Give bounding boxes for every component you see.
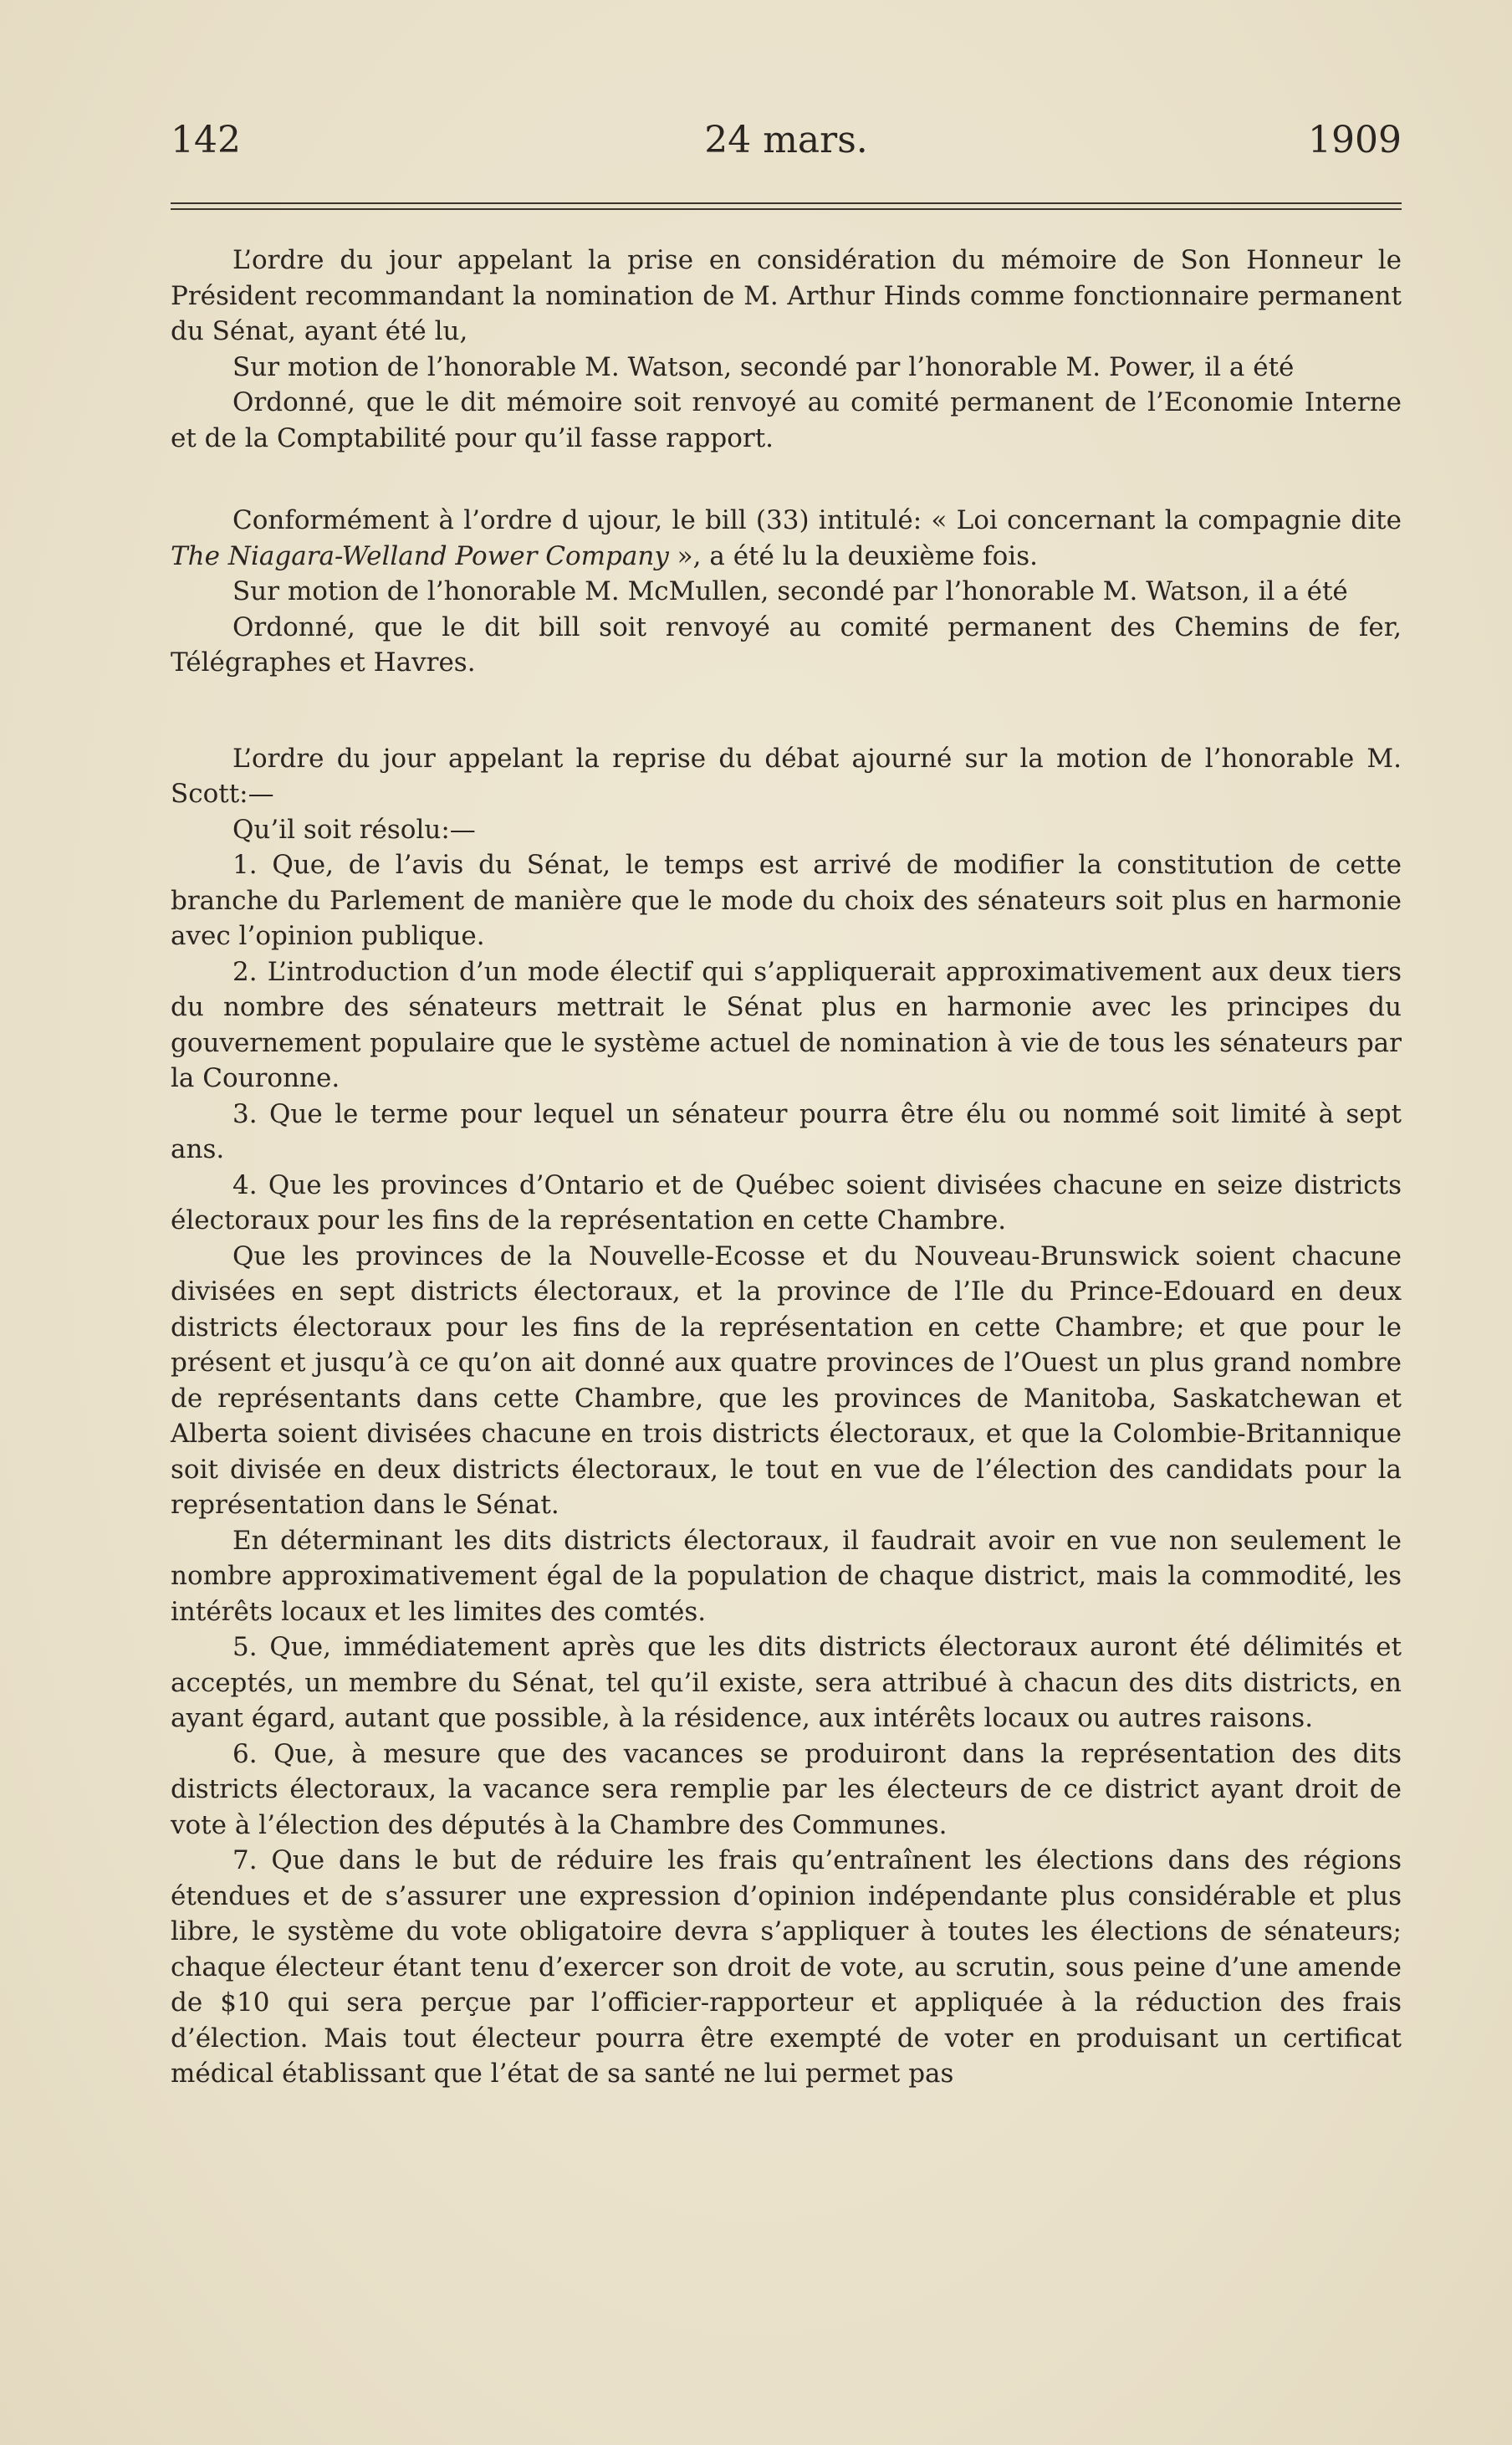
- header-rule-top: [171, 202, 1402, 204]
- paragraph: 3. Que le terme pour lequel un sénateur pourra être élu ou nommé soit limité à sept ans.: [171, 1098, 1402, 1164]
- paragraph: 6. Que, à mesure que des vacances se produiront dans la représentation des dits districts électoraux, la vacance sera remplie par les électeurs de ce district ayant droit de vote à l’élection des députés à la Chambre des Communes.: [171, 1738, 1402, 1840]
- company-name: The Niagara-Welland Power Company: [171, 540, 669, 571]
- paragraph: Que les provinces de la Nouvelle-Ecosse et du Nouveau-Brunswick soient chacune divisées en sept districts électoraux, et la province de l’Ile du Prince-Edouard en deux districts électoraux pour les fins de la représentation en cette Chambre; et que pour le présent et jusqu’à ce qu’on ait donné aux quatre provinces de l’Ouest un plus grand nombre de représentants dans cette Chambre, que les provinces de Manitoba, Saskatchewan et Alberta soient divisées chacune en trois districts électoraux, et que la Colombie-Britannique soit divisée en deux districts électoraux, le tout en vue de l’élection des candidats pour la représentation dans le Sénat.: [171, 1240, 1402, 1520]
- paragraph: Conformément à l’ordre d ujour, le bill (33) intitulé: « Loi concernant la compagnie dite The Niagara-Welland Power Company », a été lu la deuxième fois.: [171, 505, 1402, 571]
- section-bill-33: [171, 503, 1402, 681]
- page-date: 24 mars.: [704, 119, 868, 161]
- header-rule-bottom: [171, 208, 1402, 210]
- page-number: 142: [171, 119, 241, 161]
- paragraph: Ordonné, que le dit mémoire soit renvoyé au comité permanent de l’Economie Interne et de la Comptabilité pour qu’il fasse rapport.: [171, 387, 1402, 453]
- paragraph: Qu’il soit résolu:—: [232, 814, 476, 845]
- paragraph: L’ordre du jour appelant la prise en considération du mémoire de Son Honneur le Président recommandant la nomination de M. Arthur Hinds comme fonctionnaire permanent du Sénat, ayant été lu,: [171, 245, 1402, 346]
- section-senate-reform-motion: [171, 741, 1402, 2092]
- section-hinds-nomination: [171, 243, 1402, 456]
- paragraph: Ordonné, que le dit bill soit renvoyé au comité permanent des Chemins de fer, Télégraphes et Havres.: [171, 611, 1402, 678]
- paragraph: 2. L’introduction d’un mode électif qui s’appliquerait approximativement aux deux tiers du nombre des sénateurs mettrait le Sénat plus en harmonie avec les principes du gouvernement populaire que le système actuel de nomination à vie de tous les sénateurs par la Couronne.: [171, 956, 1402, 1093]
- paragraph: Sur motion de l’honorable M. McMullen, secondé par l’honorable M. Watson, il a été: [232, 576, 1348, 606]
- paragraph: 5. Que, immédiatement après que les dits districts électoraux auront été délimités et acceptés, un membre du Sénat, tel qu’il existe, sera attribué à chacun des dits districts, en ayant égard, autant que possible, à la résidence, aux intérêts locaux ou autres raisons.: [171, 1632, 1402, 1733]
- page-body: [171, 243, 1402, 2092]
- page-header: [171, 115, 1402, 166]
- paragraph: L’ordre du jour appelant la reprise du débat ajourné sur la motion de l’honorable M. Scott:—: [171, 743, 1402, 809]
- paragraph: 4. Que les provinces d’Ontario et de Québec soient divisées chacune en seize districts électoraux pour les fins de la représentation en cette Chambre.: [171, 1169, 1402, 1235]
- page-year: 1909: [1308, 119, 1402, 161]
- paragraph: Sur motion de l’honorable M. Watson, secondé par l’honorable M. Power, il a été: [232, 351, 1295, 382]
- paragraph: 1. Que, de l’avis du Sénat, le temps est arrivé de modifier la constitution de cette branche du Parlement de manière que le mode du choix des sénateurs soit plus en harmonie avec l’opinion publique.: [171, 850, 1402, 951]
- paragraph: En déterminant les dits districts électoraux, il faudrait avoir en vue non seulement le nombre approximativement égal de la population de chaque district, mais la commodité, les intérêts locaux et les limites des comtés.: [171, 1525, 1402, 1627]
- paragraph: 7. Que dans le but de réduire les frais qu’entraînent les élections dans des régions étendues et de s’assurer une expression d’opinion indépendante plus considérable et plus libre, le système du vote obligatoire devra s’appliquer à toutes les élections de sénateurs; chaque électeur étant tenu d’exercer son droit de vote, au scrutin, sous peine d’une amende de $10 qui sera perçue par l’officier-rapporteur et appliquée à la réduction des frais d’élection. Mais tout électeur pourra être exempté de voter en produisant un certificat médical établissant que l’état de sa santé ne lui permet pas: [171, 1845, 1402, 2089]
